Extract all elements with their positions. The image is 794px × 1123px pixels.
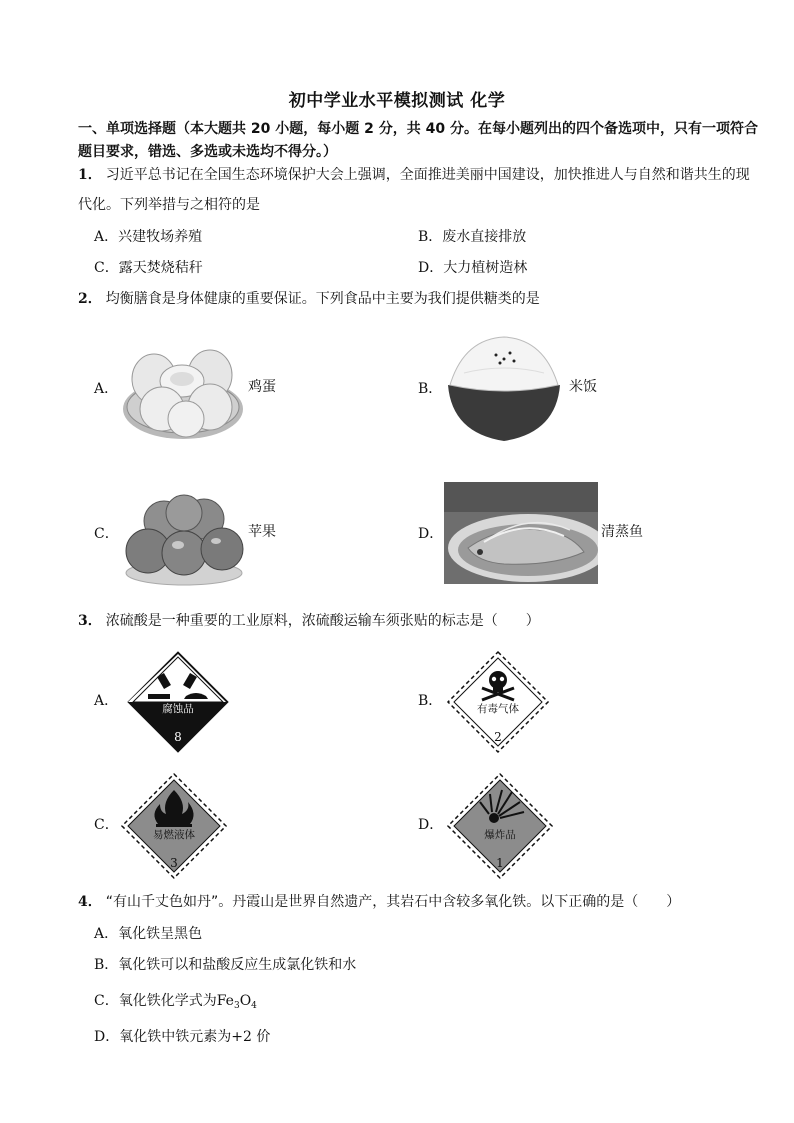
q4-option-a[interactable]: A．氧化铁呈黑色 bbox=[94, 926, 203, 942]
q4-option-c[interactable]: C．氧化铁化学式为$Fe_3O_4$ bbox=[94, 993, 257, 1011]
steamed-fish-image bbox=[444, 482, 598, 584]
apples-image bbox=[124, 491, 244, 587]
corrosive-sign-label: 腐蚀品 bbox=[162, 703, 194, 715]
toxic-gas-sign bbox=[446, 650, 550, 754]
question-text: 习近平总书记在全国生态环境保护大会上强调，全面推进美丽中国建设，加快推进人与自然和谐共生的现代化。下列举措与之相符的是 bbox=[78, 167, 750, 213]
question-4: 4． “有山千丈色如丹”。丹霞山是世界自然遗产，其岩石中含较多氧化铁。以下正确的是（ ） bbox=[78, 894, 681, 910]
q3-option-d[interactable]: D． bbox=[418, 817, 444, 833]
section-heading: 一、单项选择题（本大题共 20 小题，每小题 2 分，共 40 分。在每小题列出的四个备选项中，只有一项符合题目要求，错选、多选或未选均不得分。） bbox=[78, 121, 758, 160]
flammable-liquid-sign bbox=[120, 772, 228, 880]
question-2: 2． 均衡膳食是身体健康的重要保证。下列食品中主要为我们提供糖类的是 bbox=[78, 291, 540, 307]
q2-option-d-text: 清蒸鱼 bbox=[601, 524, 643, 540]
question-1 bbox=[78, 160, 758, 220]
explosive-sign-label: 爆炸品 bbox=[484, 829, 516, 841]
eggs-image bbox=[122, 335, 244, 441]
explosive-sign-number: 1 bbox=[496, 856, 504, 870]
question-3: 3． 浓硫酸是一种重要的工业原料，浓硫酸运输车须张贴的标志是（ ） bbox=[78, 613, 540, 629]
q2-option-d[interactable]: D． bbox=[418, 526, 444, 542]
q2-option-c-text: 苹果 bbox=[248, 524, 276, 540]
formula-fe: Fe bbox=[216, 993, 234, 1009]
q4-option-b[interactable]: B．氧化铁可以和盐酸反应生成氯化铁和水 bbox=[94, 957, 357, 973]
page-title: 初中学业水平模拟测试 化学 bbox=[288, 91, 506, 111]
q1-option-d[interactable]: D．大力植树造林 bbox=[418, 260, 528, 276]
flammable-liquid-sign-number: 3 bbox=[170, 856, 178, 870]
explosive-sign bbox=[446, 772, 554, 880]
q2-option-a[interactable]: A． bbox=[94, 381, 119, 397]
q3-option-a[interactable]: A． bbox=[94, 693, 119, 709]
corrosive-sign-number: 8 bbox=[174, 730, 182, 744]
q3-option-b[interactable]: B． bbox=[418, 693, 443, 709]
corrosive-sign bbox=[126, 650, 230, 754]
q2-option-b-text: 米饭 bbox=[569, 379, 597, 395]
q2-option-c[interactable]: C． bbox=[94, 526, 119, 542]
valence-value: +2 bbox=[231, 1029, 252, 1045]
q1-option-c[interactable]: C．露天焚烧秸秆 bbox=[94, 260, 203, 276]
q2-option-a-text: 鸡蛋 bbox=[248, 379, 276, 395]
q1-option-b[interactable]: B．废水直接排放 bbox=[418, 229, 527, 245]
toxic-gas-sign-number: 2 bbox=[494, 730, 502, 744]
toxic-gas-sign-label: 有毒气体 bbox=[477, 703, 519, 715]
question-number: 1． bbox=[78, 167, 102, 183]
q4-option-d[interactable]: D．氧化铁中铁元素为+2 价 bbox=[94, 1029, 271, 1045]
q2-option-b[interactable]: B． bbox=[418, 381, 443, 397]
q1-option-a[interactable]: A．兴建牧场养殖 bbox=[94, 229, 203, 245]
q3-option-c[interactable]: C． bbox=[94, 817, 119, 833]
rice-bowl-image bbox=[444, 333, 564, 443]
flammable-liquid-sign-label: 易燃液体 bbox=[153, 829, 195, 841]
